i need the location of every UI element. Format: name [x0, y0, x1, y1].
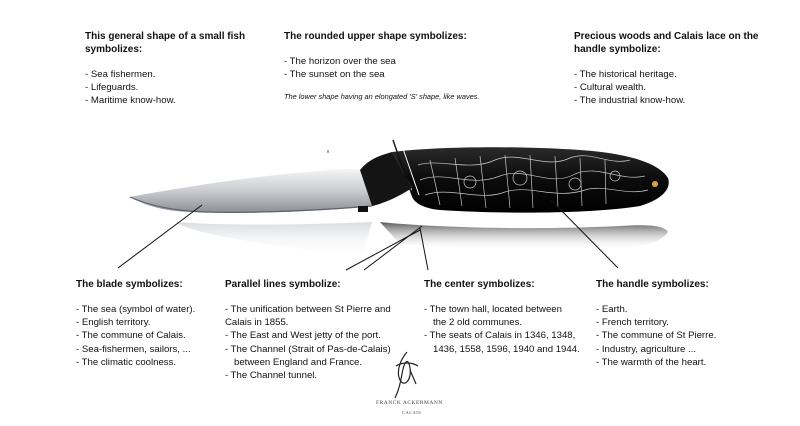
parallel-lines-heading: Parallel lines symbolize:: [225, 279, 341, 290]
list-item: 1436, 1558, 1596, 1940 and 1944.: [433, 343, 580, 355]
list-item: - French territory.: [596, 317, 669, 329]
parallel-lines-block: [225, 278, 410, 382]
list-item: - Cultural wealth.: [574, 82, 646, 94]
list-item: between England and France.: [234, 356, 363, 368]
list-item: - Sea-fishermen, sailors, ...: [76, 343, 191, 355]
blade-reflection: [175, 222, 372, 258]
upper-shape-block: [284, 30, 514, 81]
blade: [130, 169, 372, 213]
list-item: - The historical heritage.: [574, 69, 677, 80]
fish-shape-block: [85, 30, 265, 108]
list-item: - The commune of St Pierre.: [596, 330, 717, 342]
upper-shape-heading: The rounded upper shape symbolizes:: [284, 31, 467, 42]
list-item: - The climatic coolness.: [76, 356, 177, 368]
list-item: the 2 old communes.: [433, 317, 523, 329]
list-item: - The sea (symbol of water).: [76, 304, 196, 315]
signature-place: CALAIS: [402, 410, 422, 415]
list-item: - Maritime know-how.: [85, 95, 176, 107]
list-item: Calais in 1855.: [225, 317, 289, 329]
handle-heading: The handle symbolizes:: [596, 279, 709, 290]
blade-block: [76, 278, 226, 369]
lower-shape-note: The lower shape having an elongated 'S' shape, like waves.: [284, 92, 480, 101]
list-item: - The commune of Calais.: [76, 330, 186, 342]
list-item: - The seats of Calais in 1346, 1348,: [424, 330, 576, 342]
list-item: - The East and West jetty of the port.: [225, 330, 381, 342]
list-item: - The town hall, located between: [424, 304, 562, 315]
handle-materials-heading: Precious woods and Calais lace on the handle symbolize:: [574, 31, 759, 55]
list-item: - English territory.: [76, 317, 151, 329]
list-item: - The warmth of the heart.: [596, 356, 707, 368]
list-item: - The Channel (Strait of Pas-de-Calais): [225, 343, 391, 355]
list-item: - Sea fishermen.: [85, 69, 156, 80]
fish-shape-heading: This general shape of a small fish symbolizes:: [85, 31, 246, 55]
handle-materials-block: [574, 30, 774, 108]
center-heading: The center symbolizes:: [424, 279, 535, 290]
list-item: - Lifeguards.: [85, 82, 139, 94]
list-item: - Industry, agriculture ...: [596, 343, 697, 355]
list-item: - The sunset on the sea: [284, 69, 385, 81]
blade-heading: The blade symbolizes:: [76, 279, 183, 290]
handle-block: [596, 278, 756, 369]
center-block: [424, 278, 594, 356]
list-item: - The unification between St Pierre and: [225, 304, 391, 315]
list-item: - Earth.: [596, 304, 628, 315]
list-item: - The industrial know-how.: [574, 95, 686, 107]
list-item: - The horizon over the sea: [284, 56, 396, 67]
list-item: - The Channel tunnel.: [225, 370, 318, 382]
signature-name: FRANCK ACKERMANN: [376, 400, 443, 406]
